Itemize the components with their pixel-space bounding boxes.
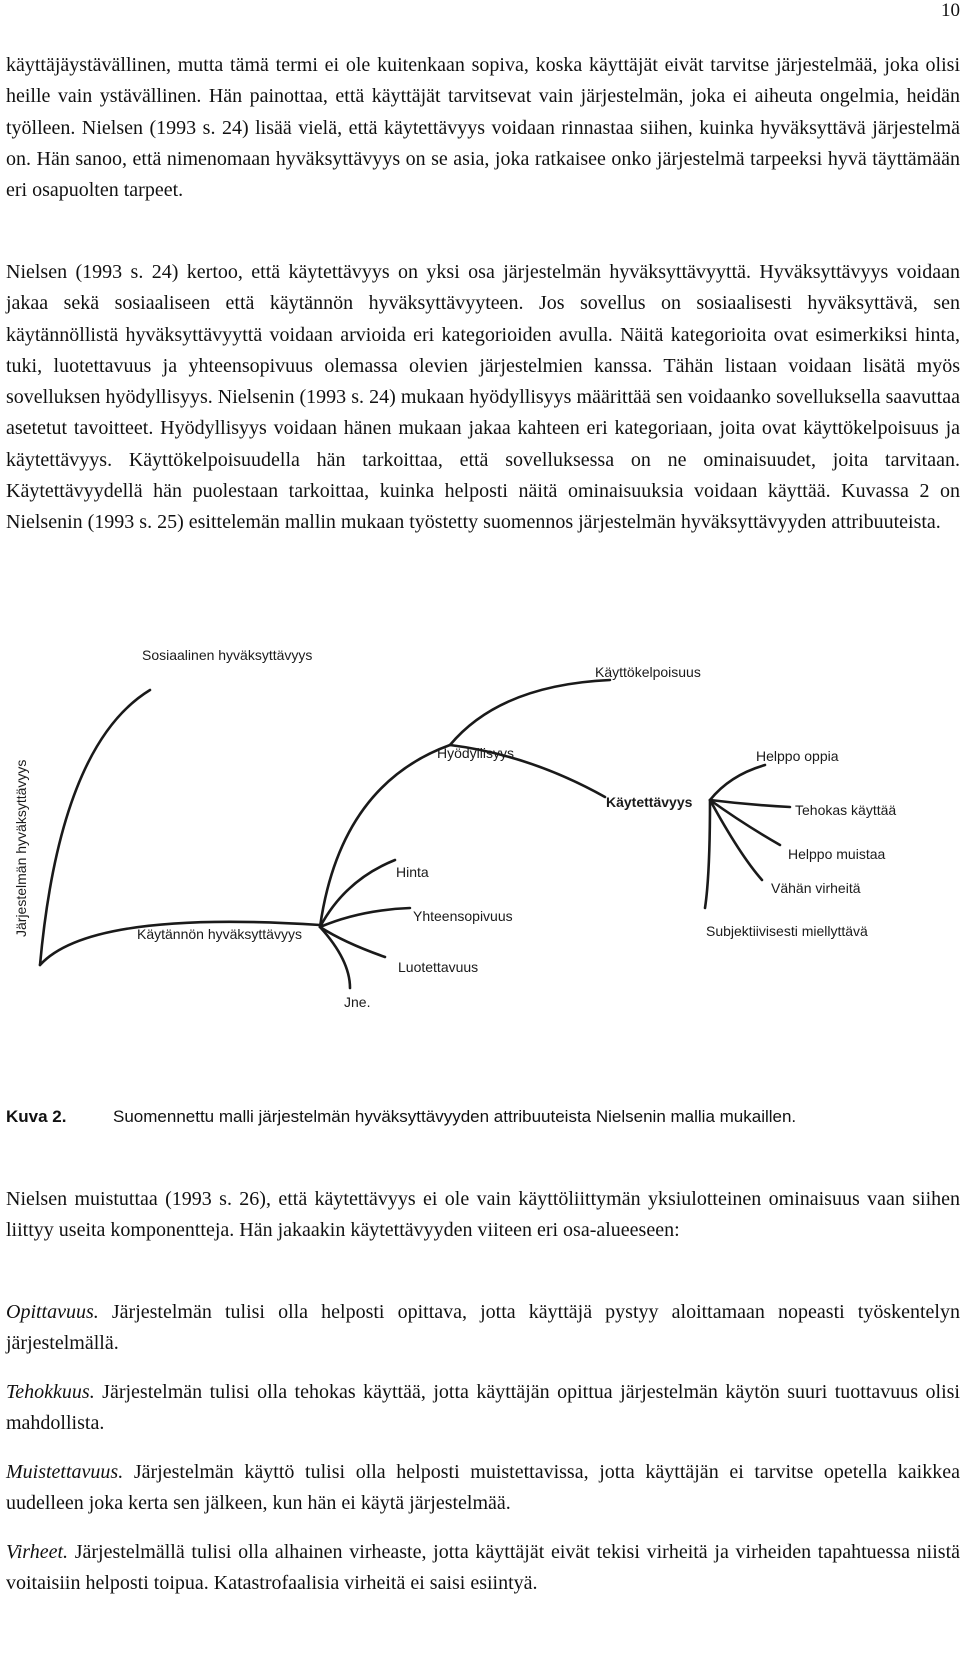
branch-attr-4 xyxy=(710,800,762,880)
caption-text: Suomennettu malli järjestelmän hyväksyttävyyden attribuuteista Nielsenin mallia mukaillen. xyxy=(113,1107,797,1126)
paragraph-text: Nielsen muistuttaa (1993 s. 26), että käytettävyys ei ole vain käyttöliittymän yksiulotteinen ominaisuus vaan siihen liittyy useita komponentteja. Hän jakaakin käytettävyyden viiteen eri osa-alueeseen: xyxy=(6,1188,960,1242)
paragraph-text: Nielsen (1993 s. 24) kertoo, että käytettävyys on yksi osa järjestelmän hyväksyttävyyttä. Hyväksyttävyys voidaan jakaa sekä sosiaaliseen että käytännön hyväksyttävyyteen. Jos sovellus on sosiaalisesti hyväksyttävä, sen käytännöllistä hyväksyttävyyttä voidaan arvioida eri kategorioiden avulla. Näitä kategorioita ovat esimerkiksi hinta, tuki, luotettavuus ja yhteensopivuus olemassa olevien järjestelmien kanssa. Tähän listaan voidaan lisätä myös sovelluksen hyödyllisyys. Nielsenin (1993 s. 24) mukaan hyödyllisyys määrittää sen voidaanko sovelluksella saavuttaa asetetut tavoitteet. Hyödyllisyys voidaan hänen mukaan jakaa kahteen eri kategoriaan, joita ovat käyttökelpoisuus ja käytettävyys. Käyttökelpoisuudella hän tarkoittaa, että sovelluksessa on ne ominaisuudet, joita tarvitaan. Käytettävyydellä hän puolestaan tarkoittaa, kuinka helposti näitä ominaisuuksia voidaan käyttää. Kuvassa 2 on Nielsenin (1993 s. 25) esittelemän mallin mukaan työstetty suomennos järjestelmän hyväksyttävyyden attribuuteista. xyxy=(6,261,960,534)
diagram-reliability-label: Luotettavuus xyxy=(398,959,479,975)
diagram-attr-3-label: Helppo muistaa xyxy=(788,846,886,862)
diagram-compatibility-label: Yhteensopivuus xyxy=(413,908,513,924)
diagram-cost-label: Hinta xyxy=(396,864,429,880)
diagram-etc-label: Jne. xyxy=(344,994,371,1010)
diagram-usability-label: Käytettävyys xyxy=(606,794,693,810)
diagram-root-label: Järjestelmän hyväksyttävyys xyxy=(13,759,29,937)
diagram-usefulness-label: Hyödyllisyys xyxy=(437,745,515,761)
diagram-attr-5-label: Subjektiivisesti miellyttävä xyxy=(706,923,868,939)
caption-label: Kuva 2. xyxy=(6,1107,67,1126)
diagram-social-label: Sosiaalinen hyväksyttävyys xyxy=(142,647,313,663)
definition-text: Järjestelmän tulisi olla helposti opittava, jotta käyttäjä pystyy aloittamaan nopeasti työskentelyn järjestelmällä. xyxy=(6,1301,960,1355)
diagram-attr-4-label: Vähän virheitä xyxy=(771,880,861,896)
definition-text: Järjestelmällä tulisi olla alhainen virheaste, jotta käyttäjät eivät tekisi virheitä ja virheiden tapahtuessa niistä voitaisiin helposti toipua. Katastrofaalisia virheitä ei saisi esiintyä. xyxy=(6,1541,960,1595)
definition-term: Virheet. xyxy=(6,1541,69,1563)
definition-text: Järjestelmän käyttö tulisi olla helposti muistettavissa, jotta käyttäjän ei tarvitse opetella kaikkea uudelleen joka kerta sen jälkeen, kun hän ei käytä järjestelmää. xyxy=(6,1461,960,1515)
diagram-practical-label: Käytännön hyväksyttävyys xyxy=(137,926,302,942)
definition-item xyxy=(6,1457,960,1520)
branch-attr-2 xyxy=(710,800,790,807)
branch-attr-5 xyxy=(705,800,710,908)
branch-social xyxy=(40,690,150,965)
paragraph xyxy=(6,1184,960,1247)
definition-term: Tehokkuus. xyxy=(6,1381,95,1403)
branch-cost xyxy=(320,860,395,927)
page-number: 10 xyxy=(941,0,960,21)
acceptability-diagram xyxy=(0,647,940,1045)
paragraph-text: käyttäjäystävällinen, mutta tämä termi ei ole kuitenkaan sopiva, koska käyttäjät eivät tarvitse järjestelmää, joka olisi heille vain ystävällinen. Hän painottaa, että käyttäjät tarvitsevat vain järjestelmän, joka ei aiheuta ongelmia, heidän työlleen. Nielsen (1993 s. 24) lisää vielä, että käytettävyys voidaan rinnastaa siihen, kuinka hyväksyttävä järjestelmä on. Hän sanoo, että nimenomaan hyväksyttävyys on se asia, joka ratkaisee onko järjestelmä tarpeeksi hyvä täyttämään eri osapuolten tarpeet. xyxy=(6,54,960,202)
diagram-attr-2-label: Tehokas käyttää xyxy=(795,802,897,818)
definition-text: Järjestelmän tulisi olla tehokas käyttää, jotta käyttäjän opittua järjestelmän käytön suuri tuottavuus olisi mahdollista. xyxy=(6,1381,960,1435)
paragraph xyxy=(6,50,960,206)
diagram-utility-label: Käyttökelpoisuus xyxy=(595,664,701,680)
branch-attr-1 xyxy=(710,765,765,800)
definition-item xyxy=(6,1297,960,1360)
branch-reliability xyxy=(320,927,385,957)
definition-item xyxy=(6,1377,960,1440)
definition-term: Muistettavuus. xyxy=(6,1461,124,1483)
branch-compatibility xyxy=(320,908,410,927)
branch-utility xyxy=(450,680,610,745)
definition-item xyxy=(6,1537,960,1600)
diagram-attr-1-label: Helppo oppia xyxy=(756,748,839,764)
paragraph xyxy=(6,257,960,539)
definition-term: Opittavuus. xyxy=(6,1301,99,1323)
